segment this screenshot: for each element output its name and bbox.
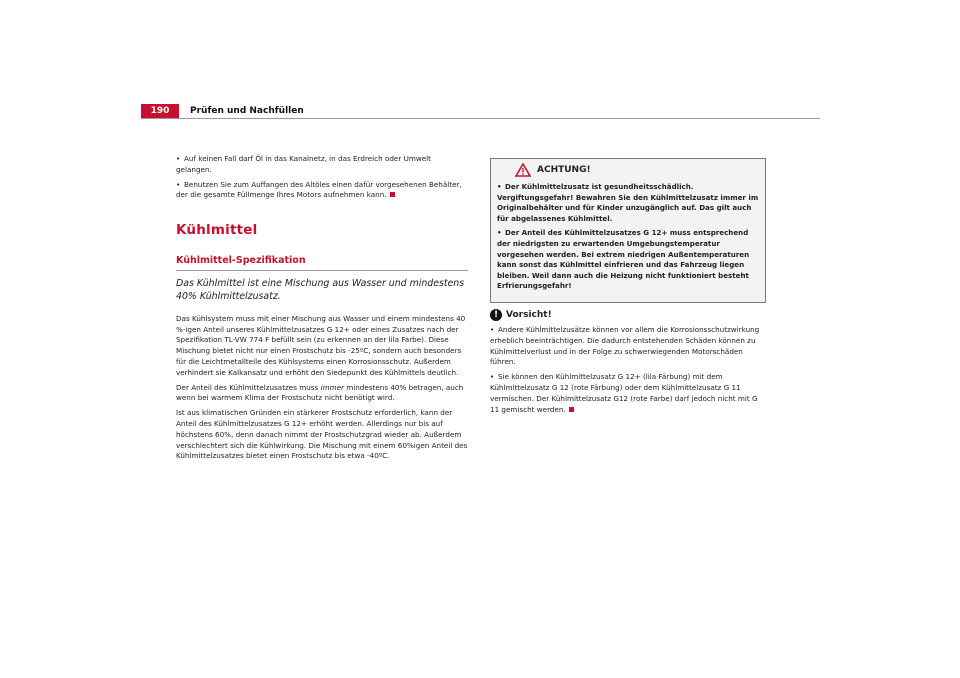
bullet-item: • Auf keinen Fall darf Öl in das Kanalnetz, in das Erdreich oder Umwelt gelangen.: [176, 154, 431, 174]
header-divider: [141, 118, 820, 119]
left-column: [176, 154, 468, 466]
paragraph: Der Anteil des Kühlmittelzusatzes muss immer mindestens 40% betragen, auch wenn bei warmem Klima der Frostschutz nicht benötigt wird.: [176, 382, 464, 403]
bullet-icon: •: [176, 179, 181, 189]
warning-header: ACHTUNG!: [515, 163, 759, 177]
intro-text: Das Kühlmittel ist eine Mischung aus Wasser und mindestens 40% Kühlmittelzusatz.: [176, 277, 465, 303]
bullet-item: • Benutzen Sie zum Auffangen des Altöles einen dafür vorgesehenen Behälter, der die gesamte Füllmenge Ihres Motors aufnehmen kann.: [176, 179, 462, 200]
paragraph: Ist aus klimatischen Gründen ein stärkerer Frostschutz erforderlich, kann der Anteil des Kühlmittelzusatzes G 12+ erhöht werden. Allerdings nur bis auf höchstens 60%, denn danach nimmt der Frostschutzgrad wieder ab. Außerdem verschlechtert sich die Kühlwirkung. Die Mischung mit einem 60%igen Anteil des Kühlmittelzusatzes bietet einen Frostschutz bis etwa -40ºC.: [176, 408, 468, 461]
section-end-icon: [390, 192, 395, 197]
bullet-icon: •: [490, 324, 495, 334]
bullet-icon: •: [490, 372, 495, 382]
section-title: Prüfen und Nachfüllen: [190, 106, 304, 116]
caution-item: • Sie können den Kühlmittelzusatz G 12+ (lila Färbung) mit dem Kühlmittelzusatz G 12 (rote Färbung) oder dem Kühlmittelzusatz G 11 vermischen. Der Kühlmittelzusatz G12 (rote Farbe) darf jedoch nicht mit G 11 gemischt werden.: [490, 372, 758, 414]
warning-box: [490, 158, 766, 303]
chapter-heading: Kühlmittel: [176, 222, 258, 239]
bullet-icon: •: [497, 228, 502, 238]
caution-item: • Andere Kühlmittelzusätze können vor allem die Korrosionsschutzwirkung erheblich beeinträchtigen. Die dadurch entstehenden Schäden können zu Kühlmittelverlust und in der Folge zu schwerwiegenden Motorschäden führen.: [490, 324, 760, 367]
right-column: [490, 158, 766, 419]
caution-icon: !: [490, 309, 502, 321]
warning-item: • Der Anteil des Kühlmittelzusatzes G 12+ muss entsprechend der niedrigsten zu erwartenden Umgebungstemperatur vorgesehen werden. Bei extrem niedrigen Außentemperaturen kann sonst das Kühlmittel einfrieren und das Fahrzeug liegen bleiben. Weil dann auch die Heizung nicht funktioniert besteht Erfrierungsgefahr!: [497, 228, 750, 291]
caution-header: ! Vorsicht!: [490, 309, 766, 321]
warning-triangle-icon: [515, 163, 531, 177]
bullet-icon: •: [176, 154, 181, 163]
bullet-icon: •: [497, 182, 502, 191]
page-number: 190: [141, 104, 179, 118]
warning-item: • Der Kühlmittelzusatz ist gesundheitsschädlich. Vergiftungsgefahr! Bewahren Sie den Kühlmittelzusatz immer im Originalbehälter und für Kinder unzugänglich auf. Das gilt auch für abgelassenes Kühlmittel.: [497, 182, 759, 223]
section-end-icon: [569, 407, 574, 412]
section-heading: Kühlmittel-Spezifikation: [176, 256, 468, 271]
paragraph: Das Kühlsystem muss mit einer Mischung aus Wasser und einem mindestens 40 %-igen Anteil unseres Kühlmittelzusatzes G 12+ oder eines Zusatzes nach der Spezifikation TL-VW 774 F befüllt sein (zu erkennen an der lila Farbe). Diese Mischung bietet nicht nur einen Frostschutz bis -25ºC, sondern auch besonders für die Leichtmetallteile des Kühlsystems einen Korrosionsschutz. Außerdem verhindert sie Kalkansatz und erhöht den Siedepunkt des Kühlmittels deutlich.: [176, 313, 466, 377]
